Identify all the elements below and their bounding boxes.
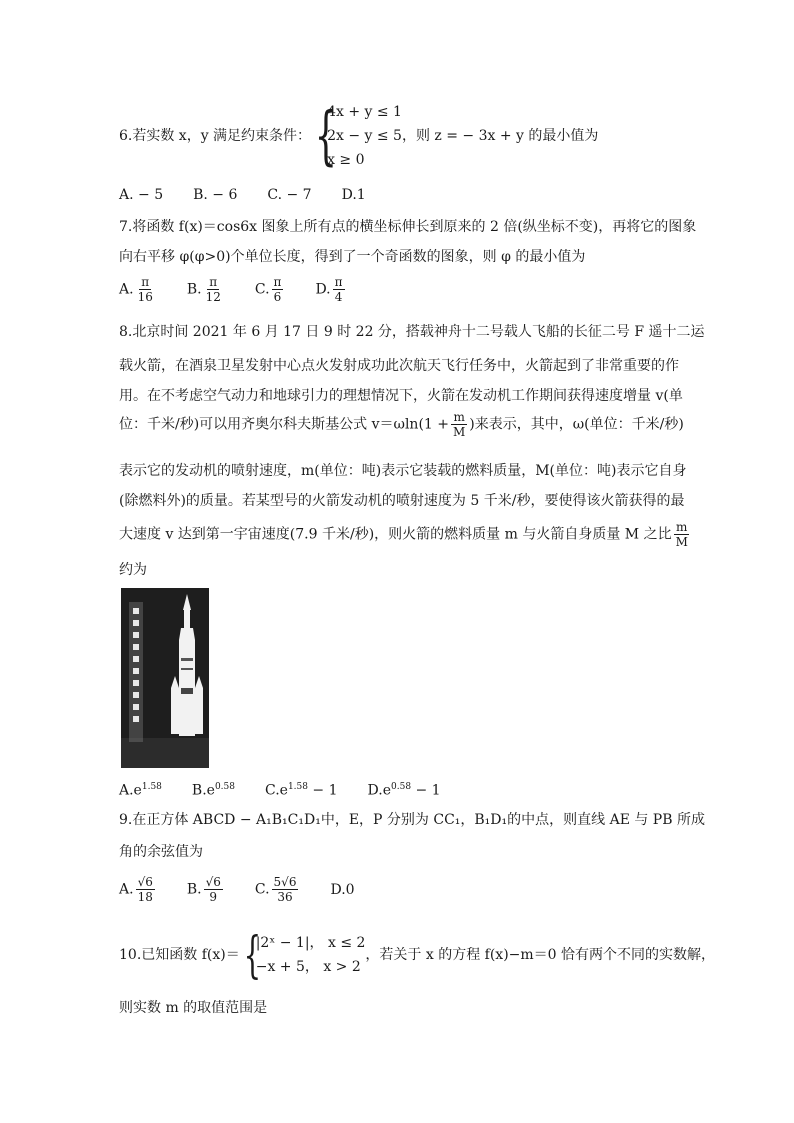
q10-stem (119, 926, 716, 984)
q10-piecewise (240, 926, 366, 984)
q9-option-b: B. $\frac{√6}{9}$ (186, 875, 221, 904)
q6-constraint-2: 2x − y ≤ 5 (327, 128, 402, 144)
q8-line-8: 约为 (119, 562, 147, 578)
q8-line-7: 大速度 v 达到第一宇宙速度(7.9 千米/秒)，则火箭的燃料质量 m 与火箭自身质量 M 之比 $\frac{m}{M}$ (119, 520, 688, 549)
q8-line-1: 8.北京时间 2021 年 6 月 17 日 9 时 22 分，搭载神舟十二号载人飞船的长征二号 F 遥十二运 (119, 324, 705, 340)
q7-options (119, 275, 377, 304)
q9-line-2: 角的余弦值为 (119, 844, 203, 860)
q8-line-4: 位：千米/秒)可以用齐奥尔科夫斯基公式 v＝ωln(1 + $\frac{m}{M}$ )来表示，其中，ω(单位：千米/秒) (119, 410, 684, 439)
q7-option-d: D. $\frac{\pi}{4}$ (315, 275, 343, 304)
q6-option-c: C. − 7 (267, 187, 312, 203)
q10-case-1: |2ˣ − 1|， x ≤ 2 (255, 935, 366, 951)
q7-option-c: C. $\frac{\pi}{6}$ (254, 275, 282, 304)
q8-option-a: $A.e^{1.58}$ (119, 782, 162, 799)
q7-option-a: A. $\frac{\pi}{16}$ (119, 275, 153, 304)
q6-options (119, 181, 396, 210)
q8-option-c: $C.e^{1.58} - 1$ (264, 782, 338, 799)
q9-option-c: C. $\frac{5√6}{36}$ (254, 875, 297, 904)
q6-option-b: B. − 6 (193, 187, 238, 203)
q8-line-2: 载火箭，在酒泉卫星发射中心点火发射成功此次航天飞行任务中，火箭起到了非常重要的作 (119, 358, 679, 374)
q8-line-6: (除燃料外)的质量。若某型号的火箭发动机的喷射速度为 5 千米/秒，要使得该火箭获得的最 (119, 493, 685, 509)
q6-prefix: 6.若实数 x，y 满足约束条件： (119, 128, 312, 144)
rocket-launch-photo (121, 588, 209, 768)
q8-ratio-fraction: $\frac{m}{M}$ (675, 520, 688, 549)
q8-line-5: 表示它的发动机的喷射速度，m(单位：吨)表示它装载的燃料质量，M(单位：吨)表示它自身 (119, 463, 687, 479)
q8-option-d: $D.e^{0.58} - 1$ (367, 782, 441, 799)
q6-option-a: A. − 5 (119, 187, 164, 203)
q6-constraint-system (311, 100, 402, 172)
q8-options (119, 773, 471, 806)
q8-line-3: 用。在不考虑空气动力和地球引力的理想情况下，火箭在发动机工作期间获得速度增量 v(单 (119, 388, 683, 404)
left-brace-icon: { (243, 926, 261, 984)
q8-formula-fraction: $\frac{m}{M}$ (453, 410, 466, 439)
q9-line-1: 9.在正方体 ABCD − A₁B₁C₁D₁中，E，P 分别为 CC₁，B₁D₁的中点，则直线 AE 与 PB 所成 (119, 812, 705, 828)
q6-suffix: ，则 z = − 3x + y 的最小值为 (401, 128, 599, 144)
q7-option-b: B. $\frac{\pi}{12}$ (186, 275, 221, 304)
q9-options (119, 875, 385, 904)
q9-option-d: D.0 (330, 881, 355, 898)
q10-suffix: ，若关于 x 的方程 f(x)−m＝0 恰有两个不同的实数解， (365, 947, 716, 963)
q10-line-2: 则实数 m 的取值范围是 (119, 1000, 268, 1016)
left-brace-icon: { (314, 99, 338, 173)
q6-stem (119, 100, 598, 172)
q6-constraint-1: 4x + y ≤ 1 (327, 104, 402, 120)
q6-constraint-3: x ≥ 0 (327, 152, 365, 168)
q6-option-d: D.1 (341, 187, 366, 203)
q7-line-2: 向右平移 φ(φ>0)个单位长度，得到了一个奇函数的图象，则 φ 的最小值为 (119, 249, 586, 265)
q9-option-a: A. $\frac{√6}{18}$ (119, 875, 153, 904)
q10-prefix: 10.已知函数 f(x)＝ (119, 947, 240, 963)
q8-option-b: $B.e^{0.58}$ (191, 782, 235, 799)
q10-case-2: −x + 5， x > 2 (255, 959, 361, 975)
q7-line-1: 7.将函数 f(x)＝cos6x 图象上所有点的横坐标伸长到原来的 2 倍(纵坐标不变)，再将它的图象 (119, 219, 697, 235)
